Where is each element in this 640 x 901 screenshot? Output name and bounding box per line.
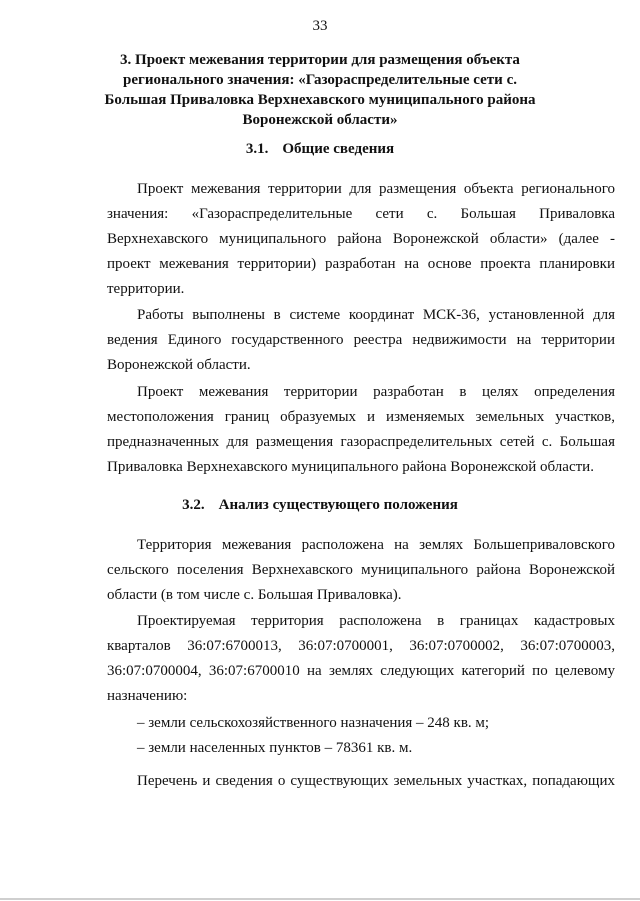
- section-3-2-title: [0, 495, 640, 515]
- section-3-2-label: Анализ существующего положения: [218, 497, 458, 513]
- paragraph-trailing: Перечень и сведения о существующих земельных участках, попадающих: [137, 773, 615, 789]
- paragraph: Проектируемая территория расположена в границах кадастровых кварталов 36:07:6700013, 36:07:0700001, 36:07:0700002, 36:07:0700003, 36:07:0700004, 36:07:6700010 на землях следующих категорий по целевому назначению:: [107, 613, 615, 704]
- paragraph: Работы выполнены в системе координат МСК-36, установленной для ведения Единого государственного реестра недвижимости на территории Воронежской области.: [107, 307, 615, 373]
- section-3-2-number: 3.2.: [182, 497, 205, 513]
- section-3-1-number: 3.1.: [245, 141, 269, 157]
- page-number: 33: [312, 18, 328, 34]
- section-3-1-title: [0, 139, 640, 159]
- paragraph: Проект межевания территории разработан в целях определения местоположения границ образуемых и изменяемых земельных участков, предназначенных для размещения газораспределительных сетей с. Большая Приваловка Верхнехавского муниципального района Воронежской области.: [107, 384, 615, 475]
- page-edge-divider: [0, 898, 640, 900]
- document-heading: 3. Проект межевания территории для размещения объекта регионального значения: «Газораспределительные сети с. Большая Приваловка Верхнехавского муниципального района Воронежской области»: [104, 52, 536, 128]
- list-item: – земли сельскохозяйственного назначения – 248 кв. м;: [137, 715, 490, 731]
- list-item: – земли населенных пунктов – 78361 кв. м.: [137, 740, 413, 756]
- paragraph: Территория межевания расположена на землях Большеприваловского сельского поселения Верхнехавского муниципального района Воронежской области (в том числе с. Большая Приваловка).: [107, 537, 615, 603]
- paragraph: Проект межевания территории для размещения объекта регионального значения: «Газораспределительные сети с. Большая Приваловка Верхнехавского муниципального района Воронежской области» (далее - проект межевания территории) разработан на основе проекта планировки территории.: [107, 181, 615, 297]
- section-3-1-label: Общие сведения: [282, 141, 395, 157]
